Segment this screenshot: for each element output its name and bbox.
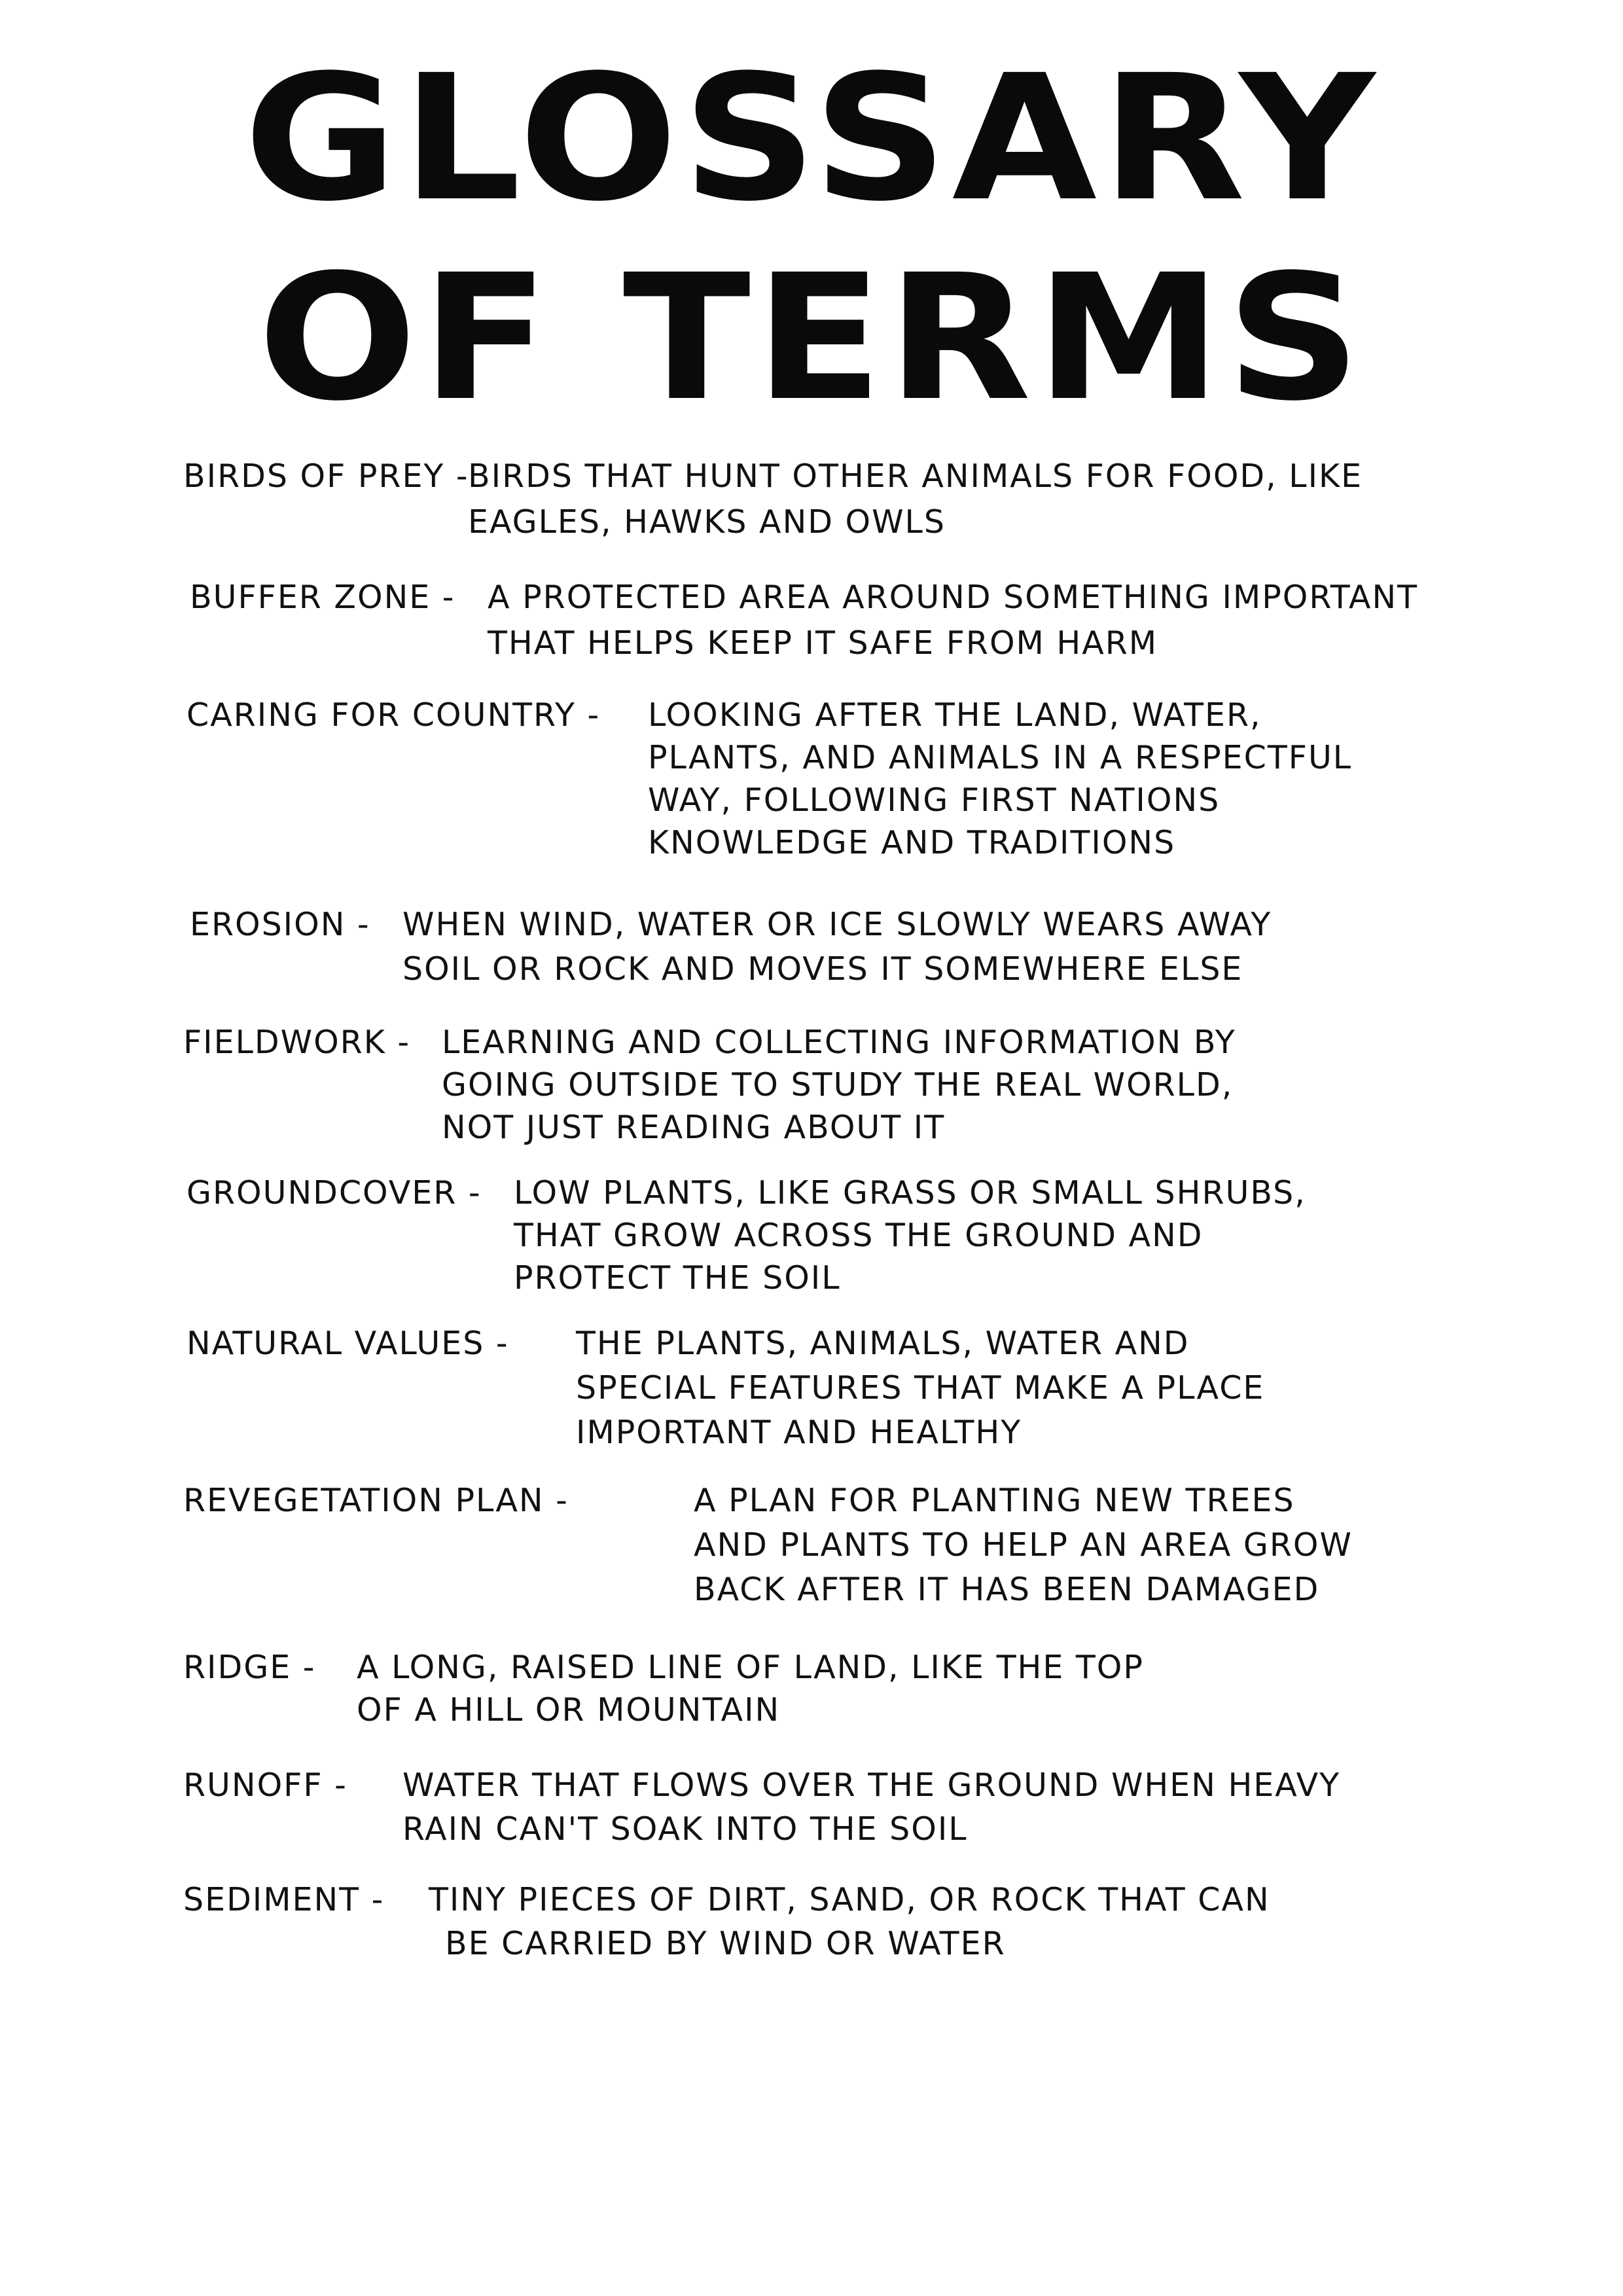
glossary-definition-line: PLANTS, AND ANIMALS IN A RESPECTFUL	[648, 739, 1353, 776]
glossary-term: EROSION -	[190, 906, 370, 943]
glossary-definition-line: SOIL OR ROCK AND MOVES IT SOMEWHERE ELSE	[402, 950, 1243, 988]
glossary-definition-line: WATER THAT FLOWS OVER THE GROUND WHEN HEAVY	[402, 1767, 1341, 1804]
glossary-definition-line: AND PLANTS TO HELP AN AREA GROW	[694, 1526, 1353, 1564]
glossary-definition-line: LOW PLANTS, LIKE GRASS OR SMALL SHRUBS,	[514, 1174, 1306, 1211]
glossary-term: CARING FOR COUNTRY -	[187, 696, 601, 734]
glossary-term: FIELDWORK -	[183, 1024, 411, 1061]
glossary-definition-line: BIRDS THAT HUNT OTHER ANIMALS FOR FOOD, LIKE	[468, 457, 1363, 495]
glossary-definition-line: WHEN WIND, WATER OR ICE SLOWLY WEARS AWAY	[402, 906, 1272, 943]
glossary-term: BIRDS OF PREY -	[183, 457, 469, 495]
glossary-definition-line: SPECIAL FEATURES THAT MAKE A PLACE	[576, 1369, 1265, 1407]
glossary-term: RUNOFF -	[183, 1767, 348, 1804]
glossary-term: RIDGE -	[183, 1649, 316, 1686]
glossary-definition-line: KNOWLEDGE AND TRADITIONS	[648, 824, 1176, 861]
glossary-definition-line: TINY PIECES OF DIRT, SAND, OR ROCK THAT CAN	[429, 1881, 1270, 1918]
glossary-definition-line: EAGLES, HAWKS AND OWLS	[468, 503, 946, 541]
glossary-term: NATURAL VALUES -	[187, 1325, 509, 1362]
glossary-definition-line: BACK AFTER IT HAS BEEN DAMAGED	[694, 1571, 1320, 1608]
glossary-definition-line: WAY, FOLLOWING FIRST NATIONS	[648, 781, 1221, 819]
glossary-term: BUFFER ZONE -	[190, 579, 455, 616]
glossary-definition-line: NOT JUST READING ABOUT IT	[442, 1109, 946, 1146]
glossary-definition-line: THAT HELPS KEEP IT SAFE FROM HARM	[488, 624, 1158, 662]
glossary-definition-line: BE CARRIED BY WIND OR WATER	[445, 1925, 1006, 1962]
glossary-term: REVEGETATION PLAN -	[183, 1482, 569, 1519]
glossary-term: GROUNDCOVER -	[187, 1174, 482, 1211]
page-title-line-2: OF TERMS	[257, 238, 1366, 439]
page-title-line-1: GLOSSARY	[243, 38, 1380, 240]
glossary-definition-line: PROTECT THE SOIL	[514, 1259, 841, 1297]
glossary-definition-line: THE PLANTS, ANIMALS, WATER AND	[576, 1325, 1190, 1362]
glossary-definition-line: GOING OUTSIDE TO STUDY THE REAL WORLD,	[442, 1066, 1234, 1103]
glossary-definition-line: RAIN CAN'T SOAK INTO THE SOIL	[402, 1810, 968, 1848]
glossary-definition-line: LOOKING AFTER THE LAND, WATER,	[648, 696, 1262, 734]
glossary-definition-line: A PLAN FOR PLANTING NEW TREES	[694, 1482, 1295, 1519]
glossary-definition-line: A LONG, RAISED LINE OF LAND, LIKE THE TOP	[357, 1649, 1144, 1686]
glossary-definition-line: A PROTECTED AREA AROUND SOMETHING IMPORTANT	[488, 579, 1419, 616]
glossary-definition-line: THAT GROW ACROSS THE GROUND AND	[514, 1217, 1204, 1254]
glossary-term: SEDIMENT -	[183, 1881, 385, 1918]
glossary-definition-line: OF A HILL OR MOUNTAIN	[357, 1691, 781, 1729]
glossary-definition-line: IMPORTANT AND HEALTHY	[576, 1414, 1022, 1451]
glossary-definition-line: LEARNING AND COLLECTING INFORMATION BY	[442, 1024, 1236, 1061]
